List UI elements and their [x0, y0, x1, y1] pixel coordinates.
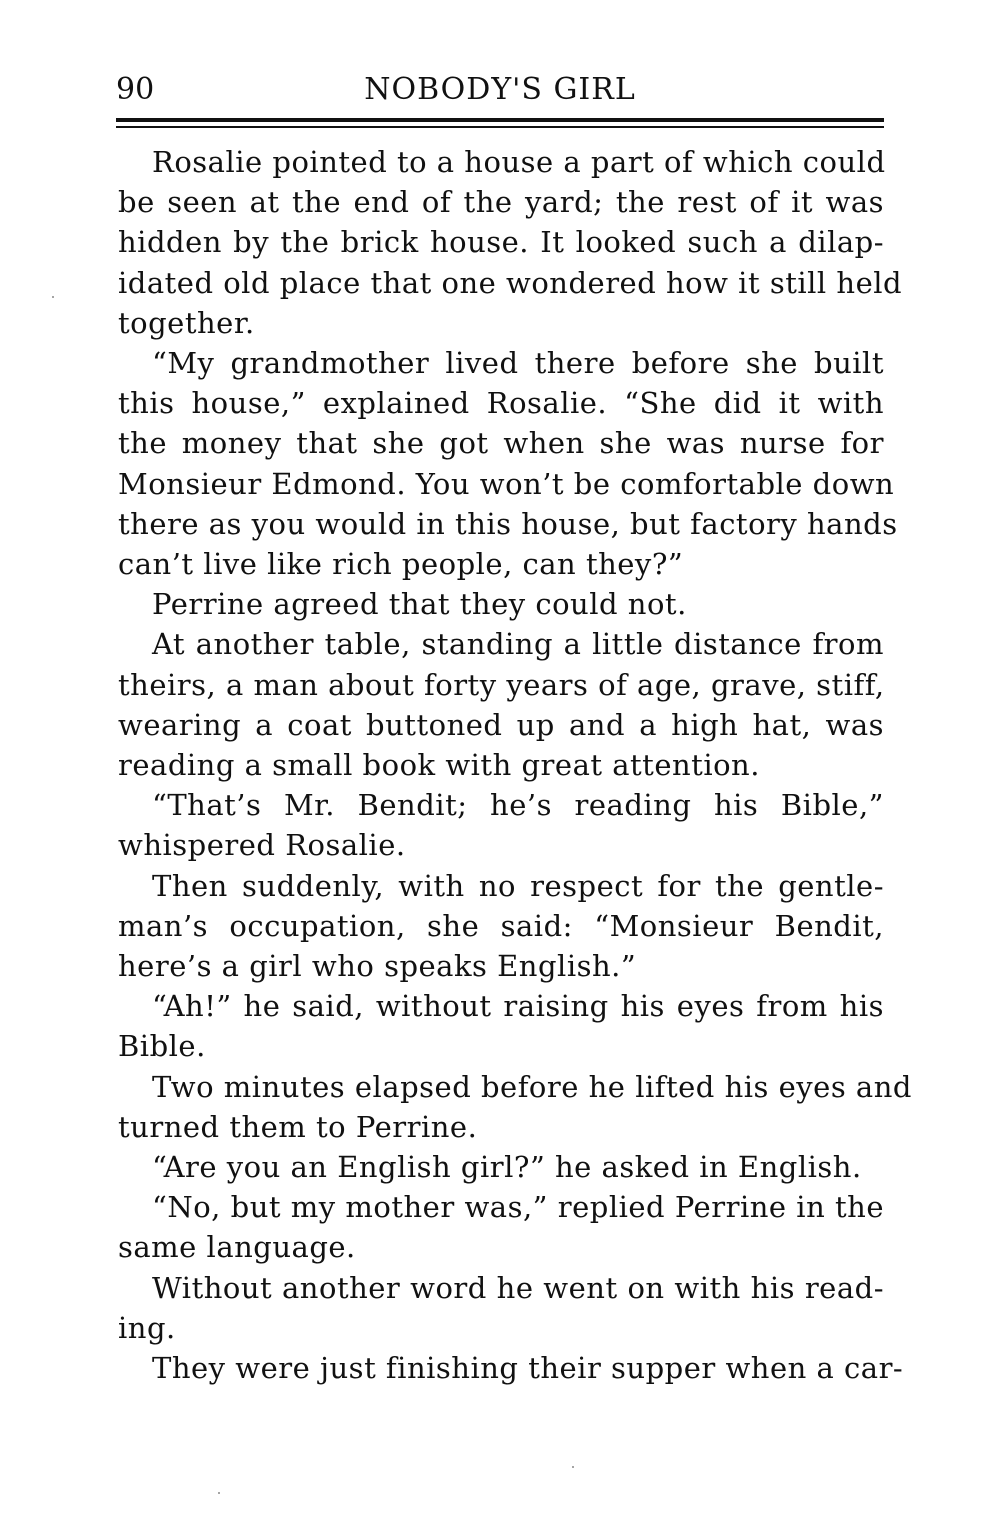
text-line: hidden by the brick house. It looked such a dilap- [118, 225, 884, 260]
paper-speck [52, 296, 54, 298]
text-line: there as you would in this house, but factory hands [118, 506, 898, 541]
text-line: this house,” explained Rosalie. “She did it with [118, 386, 884, 421]
text-line: here’s a girl who speaks English.” [118, 949, 637, 984]
text-line: be seen at the end of the yard; the rest of it was [118, 185, 884, 220]
text-line: theirs, a man about forty years of age, grave, stiff, [118, 667, 885, 702]
paragraph [118, 1187, 884, 1267]
body-text [118, 142, 912, 1388]
text-line: whispered Rosalie. [118, 828, 406, 863]
text-line: “Ah!” he said, without raising his eyes from his [152, 989, 884, 1024]
text-line: “That’s Mr. Bendit; he’s reading his Bible,” [152, 788, 884, 823]
text-line: turned them to Perrine. [118, 1109, 478, 1144]
text-line: Rosalie pointed to a house a part of which could [152, 145, 886, 179]
text-line: “My grandmother lived there before she built [152, 346, 884, 381]
text-line: Two minutes elapsed before he lifted his eyes and [152, 1069, 912, 1104]
text-line: Then suddenly, with no respect for the gentle- [152, 868, 884, 903]
text-line: Perrine agreed that they could not. [152, 587, 687, 622]
paragraph [118, 785, 884, 865]
paragraph [118, 343, 898, 584]
paragraph [118, 624, 884, 785]
text-line: Without another word he went on with his read- [152, 1270, 884, 1305]
text-line: Bible. [118, 1029, 206, 1064]
paper-speck [218, 1492, 220, 1494]
text-line: the money that she got when she was nurse for [118, 426, 884, 461]
paragraph [118, 142, 903, 343]
paragraph [118, 584, 884, 624]
text-line: man’s occupation, she said: “Monsieur Bendit, [118, 908, 884, 943]
text-line: together. [118, 305, 255, 340]
header-rule-thick [116, 118, 884, 122]
paragraph [118, 866, 884, 987]
paragraph [118, 986, 884, 1066]
text-line: They were just finishing their supper when a car- [152, 1351, 904, 1386]
text-line: “Are you an English girl?” he asked in English. [152, 1150, 862, 1185]
text-line: same language. [118, 1230, 356, 1265]
text-line: wearing a coat buttoned up and a high hat, was [118, 707, 884, 742]
text-line: idated old place that one wondered how it still held [118, 265, 903, 300]
text-line: “No, but my mother was,” replied Perrine in the [152, 1190, 884, 1225]
page-header [116, 68, 884, 112]
text-line: reading a small book with great attention. [118, 748, 760, 783]
text-line: ing. [118, 1310, 176, 1345]
header-rule-thin [116, 126, 884, 128]
paper-speck [572, 1466, 574, 1468]
text-line: Monsieur Edmond. You won’t be comfortable down [118, 466, 895, 501]
page-number: 90 [116, 72, 155, 107]
text-line: At another table, standing a little distance from [152, 627, 884, 662]
paragraph [118, 1147, 884, 1187]
text-line: can’t live like rich people, can they?” [118, 547, 684, 582]
paragraph [118, 1348, 904, 1388]
paragraph [118, 1067, 912, 1147]
paragraph [118, 1268, 884, 1348]
running-head-title: NOBODY'S GIRL [364, 72, 636, 107]
